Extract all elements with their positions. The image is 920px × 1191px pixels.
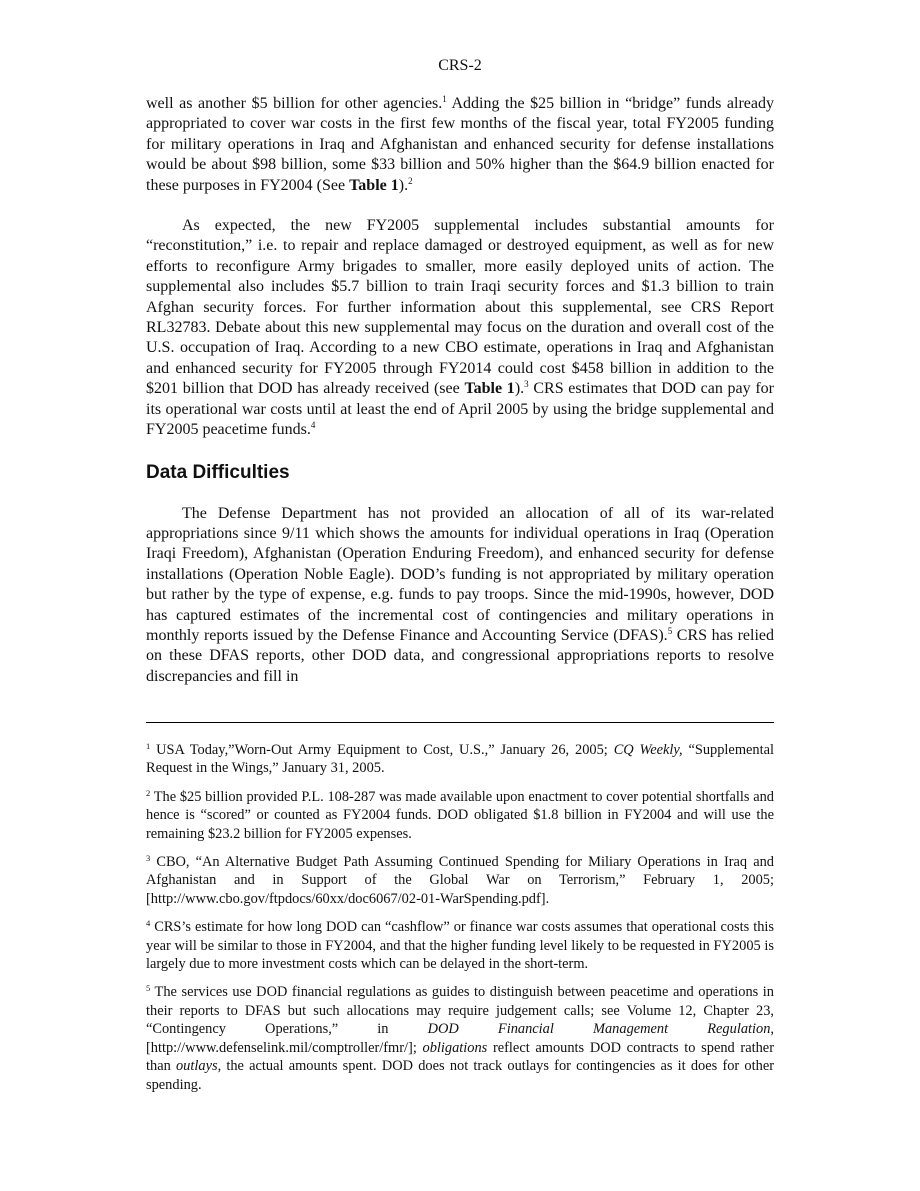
page-number-header: CRS-2 xyxy=(438,57,482,74)
footnotes-section xyxy=(146,722,774,1104)
para2-text-a: As expected, the new FY2005 supplemental includes substantial amounts for “reconstitution,” i.e. to repair and replace damaged or destroyed equipment, as well as for new efforts to reconfigure Army brigades to smaller, more easily deployed units of action. The supplemental also includes $5.7 billion to train Iraqi security forces and $1.3 billion to train Afghan security forces. For further information about this supplemental, see CRS Report RL32783. Debate about this new supplemental may focus on the duration and overall cost of the U.S. occupation of Iraq. According to a new CBO estimate, operations in Iraq and Afghanistan and enhanced security for FY2005 through FY2014 could cost $458 billion in addition to the $201 billion that DOD has already received (see xyxy=(146,217,774,398)
table-1-reference: Table 1 xyxy=(464,380,515,398)
para2-text-c: CRS estimates that DOD can pay for its operational war costs until at least the end of April 2005 by using the bridge supplemental and FY2005 peacetime funds. xyxy=(146,380,774,439)
para1-text-b: Adding the $25 billion in “bridge” funds already appropriated to cover war costs in the first few months of the fiscal year, total FY2005 funding for military operations in Iraq and Afghanistan and enhanced security for defense installations would be about $98 billion, some $33 billion and 50% higher than the $64.9 billion enacted for these purposes in FY2004 (See xyxy=(146,95,774,194)
footnote-5-text-a: The services use DOD financial regulations as guides to distinguish between peacetime and operations in their reports to DFAS but such allocations may require judgement calls; see Volume 12, Chapter 23, “Contingency Operations,” in xyxy=(146,984,774,1038)
footnote-5-text-d: , the actual amounts spent. DOD does not track outlays for contingencies as it does for other spending. xyxy=(146,1058,775,1093)
footnote-5-text-c: reflect amounts DOD contracts to spend rather than xyxy=(146,1039,774,1075)
body-paragraph-3 xyxy=(146,504,774,688)
footnote-ref-2[interactable]: 2 xyxy=(408,175,413,186)
footnote-5 xyxy=(146,983,774,1093)
footnote-4 xyxy=(146,918,774,973)
table-1-reference: Table 1 xyxy=(349,176,399,194)
footnote-3 xyxy=(146,853,774,908)
para1-text-a: well as another $5 billion for other agencies. xyxy=(146,95,443,112)
section-heading: Data Difficulties xyxy=(146,461,290,483)
para3-text-b: CRS has relied on these DFAS reports, other DOD data, and congressional appropriations reports to resolve discrepancies and fill in xyxy=(146,626,775,685)
footnote-ref-1[interactable]: 1 xyxy=(442,94,447,104)
footnote-1-number: 1 xyxy=(146,741,151,751)
footnote-5-regulation-title: DOD Financial Management Regulation xyxy=(427,1021,771,1038)
para2-text-b: ). xyxy=(514,380,525,398)
footnote-5-term-outlays: outlays xyxy=(175,1058,218,1075)
footnote-4-text: CRS’s estimate for how long DOD can “cashflow” or finance war costs assumes that operational costs this year will be similar to those in FY2004, and that the higher funding level likely to be requested in FY2005 is largely due to more investment costs which can be delayed in the short-term. xyxy=(146,919,774,973)
footnote-5-number: 5 xyxy=(146,983,151,994)
footnote-3-number: 3 xyxy=(146,853,151,864)
footnote-ref-5[interactable]: 5 xyxy=(667,625,673,636)
footnote-2-text: The $25 billion provided P.L. 108-287 was made available upon enactment to cover potential shortfalls and hence is “scored” or counted as FY2004 funds. DOD obligated $1.8 billion in FY2004 and will use the remaining $23.2 billion for FY2005 expenses. xyxy=(146,788,774,842)
footnote-1-publication: CQ Weekly, xyxy=(613,742,683,758)
body-paragraph-2 xyxy=(146,216,774,440)
footnote-2 xyxy=(146,788,774,843)
footnote-1-text-b: “Supplemental Request in the Wings,” January 31, 2005. xyxy=(146,742,774,777)
para1-text-c: ). xyxy=(398,176,409,194)
footnote-2-number: 2 xyxy=(146,787,151,798)
document-page xyxy=(146,56,774,687)
footnote-5-term-obligations: obligations xyxy=(422,1039,488,1056)
footnote-3-text: CBO, “An Alternative Budget Path Assuming Continued Spending for Miliary Operations in Iraq and Afghanistan and in Support of the Global War on Terrorism,” February 1, 2005; [http://www.cbo.gov/ftpdocs/60xx/doc6067/02-01-WarSpending.pdf]. xyxy=(146,854,774,907)
para3-text-a: The Defense Department has not provided an allocation of all of its war-related appropriations since 9/11 which shows the amounts for individual operations in Iraq (Operation Iraqi Freedom), Afghanistan (Operation Enduring Freedom), and enhanced security for defense installations (Operation Noble Eagle). DOD’s funding is not appropriated by military operation but rather by the type of expense, e.g. funds to pay troops. Since the mid-1990s, however, DOD has captured estimates of the incremental cost of contingencies and military operations in monthly reports issued by the Defense Finance and Accounting Service (DFAS). xyxy=(146,504,774,644)
body-paragraph-1 xyxy=(146,94,774,196)
footnote-4-number: 4 xyxy=(146,918,151,929)
footnote-1-text-a: USA Today,”Worn-Out Army Equipment to Cost, U.S.,” January 26, 2005; xyxy=(150,742,614,758)
footnote-5-text-b: , [http://www.defenselink.mil/comptroller/fmr/]; xyxy=(146,1021,775,1056)
footnote-ref-4[interactable]: 4 xyxy=(310,420,316,431)
footnote-ref-3[interactable]: 3 xyxy=(524,379,529,390)
footnote-1 xyxy=(146,741,774,778)
